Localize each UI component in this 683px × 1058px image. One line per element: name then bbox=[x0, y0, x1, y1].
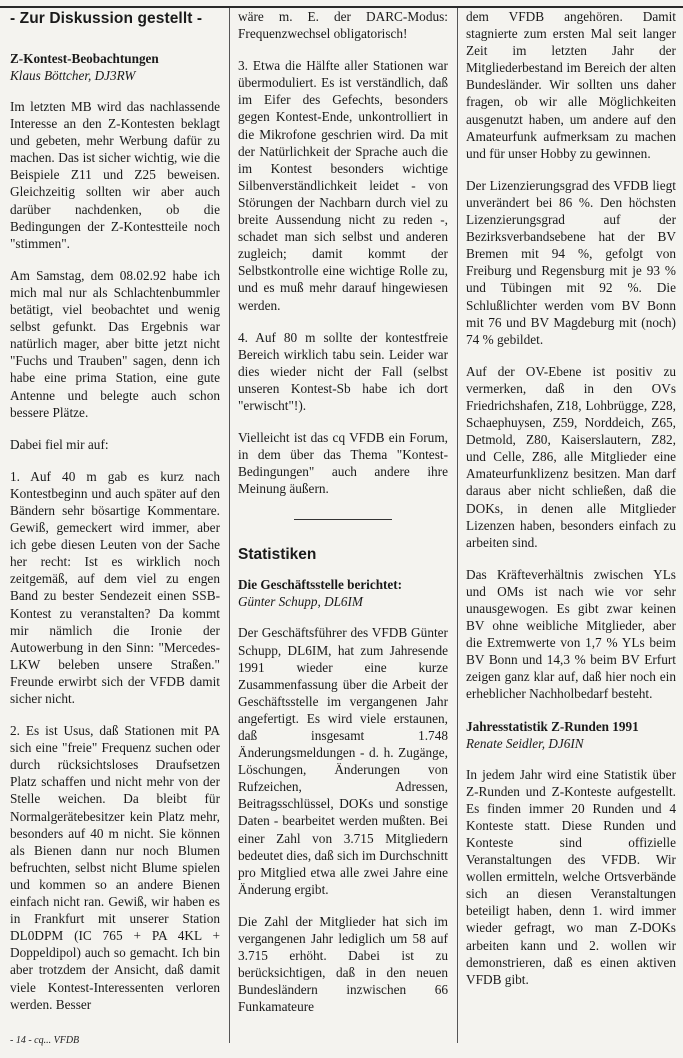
section-header: - Zur Diskussion gestellt - bbox=[10, 10, 203, 27]
paragraph: Der Geschäftsführer des VFDB Günter Schupp, DL6IM, hat zum Jahresende 1991 wieder eine kurze Zusammenfassung über die Arbeit der Geschäftsstelle im vergangenen Jahr angefertigt. Es wird viele erstaunen, daß insgesamt 1.748 Änderungsmeldungen - d. h. Zugänge, Löschungen, Änderungen von Rufzeichen, Adressen, Beitragsschlüssel, DOKs und sonstige Daten - bearbeitet werden mußten. Bei einer Zahl von 3.715 Mitgliedern bedeutet dies, daß sich im Durchschnitt pro Mitglied etwa alle zwei Jahre eine Änderung ergibt. bbox=[238, 625, 448, 897]
paragraph: 1. Auf 40 m gab es kurz nach Kontestbeginn und auch später auf den Bändern sehr bösartige Kommentare. Gewiß, gemeckert wird immer, aber ich gebe diesen Leuten von der Sache her recht: Ist es wirklich noch zeitgemäß, auf dem viel zu engen Band zu bester Sendezeit einen SSB-Kontest zu veranstalten? Da kommt mir nämlich die Ironie der Autowerbung in den Sinn: "Mercedes-LKW beleben unsere Straßen." Freunde erwirbt sich der VFDB damit sicher nicht. bbox=[10, 468, 220, 706]
article-author: Renate Seidler, DJ6IN bbox=[466, 735, 584, 751]
paragraph: 4. Auf 80 m sollte der kontestfreie Bereich wirklich tabu sein. Leider war dies wieder nicht der Fall (selbst unseren Kontest-Sb habe ich dort "erwischt"!). bbox=[238, 329, 448, 413]
article-author: Klaus Böttcher, DJ3RW bbox=[10, 68, 136, 83]
paragraph: Vielleicht ist das cq VFDB ein Forum, in dem über das Thema "Kontest-Bedingungen" auch andere ihre Meinung äußern. bbox=[238, 430, 448, 497]
paragraph: Das Kräfteverhältnis zwischen YLs und OMs ist nach wie vor sehr unausgewogen. Es gibt zwar keinen BV ohne weibliche Mitglieder, aber die Extremwerte von 1,7 % YLs beim BV Bonn und 14,3 % beim BV Erfurt zeigen ganz klar auf, daß hier noch ein erheblicher Nachholbedarf besteht. bbox=[466, 566, 676, 702]
paragraph: Dabei fiel mir auf: bbox=[10, 436, 109, 452]
column-divider bbox=[457, 8, 458, 1043]
paragraph: Im letzten MB wird das nachlassende Interesse an den Z-Kontesten beklagt und gebeten, mehr Werbung dafür zu machen. Das ist sicher wichtig, wie die Beispiele Z11 und Z25 beweisen. Gleichzeitig sollten wir aber auch darüber nachdenken, ob die Bedingungen der Z-Kontestteile noch "stimmen". bbox=[10, 99, 220, 251]
column-1 bbox=[10, 8, 220, 1028]
paragraph: In jedem Jahr wird eine Statistik über Z-Runden und Z-Konteste aufgestellt. Es finden immer 20 Runden und 4 Konteste statt. Diese Runden und Konteste sind offizielle Veranstaltungen des VFDB. Wir wollen ermitteln, welche Ortsverbände sich an diesen Veranstaltungen beteiligt haben, denn 1. wird immer wieder gefragt, wo man Z-DOKs arbeiten kann und 2. wollen wir demonstrieren, daß es einen aktiven VFDB gibt. bbox=[466, 766, 676, 987]
paragraph: 2. Es ist Usus, daß Stationen mit PA sich eine "freie" Frequenz suchen oder durch rücksichtsloses Draufsetzen Platz schaffen und nicht mehr von der Stelle weichen. Da bleibt für Normalgerätebesitzer kein Platz mehr, besonders auf 40 m nicht. Sie können als Bienen dann nur noch Blumen befruchten, selbst nicht Blume spielen und kommen so an andere Bienen einfach nicht ran. Gewiß, wir haben es in Frankfurt mit unserer Station DL0DPM (IC 765 + PA 4KL + Doppeldipol) auch so gemacht. Ich bin aber trotzdem der Ansicht, daß damit viele Kontest-Interessenten verloren werden. Besser bbox=[10, 723, 220, 1012]
article-title: Z-Kontest-Beobachtungen bbox=[10, 51, 159, 66]
paragraph: wäre m. E. der DARC-Modus: Frequenzwechsel obligatorisch! bbox=[238, 9, 448, 42]
article-author: Günter Schupp, DL6IM bbox=[238, 594, 363, 610]
paragraph: Der Lizenzierungsgrad des VFDB liegt unverändert bei 86 %. Den höchsten Lizenzierungsgrad auf der Bezirksverbandsebene hat der BV Bremen mit 94 %, gefolgt von Freiburg und Regensburg mit je 93 % und Tübingen mit 92 %. Die Schlußlichter werden vom BV Bonn mit 76 und BV Magdeburg mit (noch) 74 % gebildet. bbox=[466, 177, 676, 347]
column-2 bbox=[238, 8, 448, 1031]
article-title: Die Geschäftsstelle berichtet: bbox=[238, 577, 403, 593]
section-heading: Statistiken bbox=[238, 546, 317, 564]
paragraph: 3. Etwa die Hälfte aller Stationen war übermoduliert. Es ist verständlich, daß im Eifer des Gefechts, besonders gegen Kontest-Ende, unkontrolliert in die Mikrofone geschrien wird. Da mit der Natürlichkeit der Sprache auch die im Kontest besonders wichtige Silbenverständlichkeit leidet - von Störungen der Nachbarn durch viel zu breite Aussendung nicht zu reden -, schadet man sich selbst und anderen zugleich; damit kommt der Selbstkontrolle eine wichtige Rolle zu, und es muß mehr darauf hingewiesen werden. bbox=[238, 58, 448, 313]
paragraph: Am Samstag, dem 08.02.92 habe ich mich mal nur als Schlachtenbummler betätigt, viel beobachtet und wenig selbst gefunkt. Das Ergebnis war natürlich mager, aber bitte jetzt nicht "Fuchs und Trauben" sagen, denn ich habe eine prima Station, eine gute Antenne und belegte auch schon bessere Plätze. bbox=[10, 267, 220, 420]
page-footer: - 14 - cq... VFDB bbox=[10, 1035, 80, 1046]
column-3 bbox=[466, 8, 676, 1003]
paragraph: Auf der OV-Ebene ist positiv zu vermerken, daß in den OVs Friedrichshafen, Z18, Lohbrügge, Z28, Schaephuysen, Z59, Norddeich, Z65, Detmold, Z80, Kaiserslautern, Z82, und Celle, Z86, alle Mitglieder eine Amateurfunklizenz besitzen. Man darf daraus aber nicht schließen, daß die DOKs, in denen alle Mitglieder Lizenzen haben, besonders einfach zu arbeiten sind. bbox=[466, 363, 676, 550]
column-divider bbox=[229, 8, 230, 1043]
paragraph: dem VFDB angehören. Damit stagnierte zum ersten Mal seit langer Zeit im letzten Jahr der Mitgliederbestand im Bereich der alten Bundesländer. Wir sollten uns daher fragen, ob wir alle Möglichkeiten ausgenutzt haben, um andere auf den Amateurfunk aufmerksam zu machen und für unser Hobby zu gewinnen. bbox=[466, 9, 676, 161]
paragraph: Die Zahl der Mitglieder hat sich im vergangenen Jahr lediglich um 58 auf 3.715 erhöht. Dabei ist zu berücksichtigen, daß in den neuen Bundesländern inzwischen 66 Funkamateure bbox=[238, 913, 448, 1015]
separator-rule bbox=[294, 519, 392, 520]
article-title: Jahresstatistik Z-Runden 1991 bbox=[466, 718, 639, 734]
